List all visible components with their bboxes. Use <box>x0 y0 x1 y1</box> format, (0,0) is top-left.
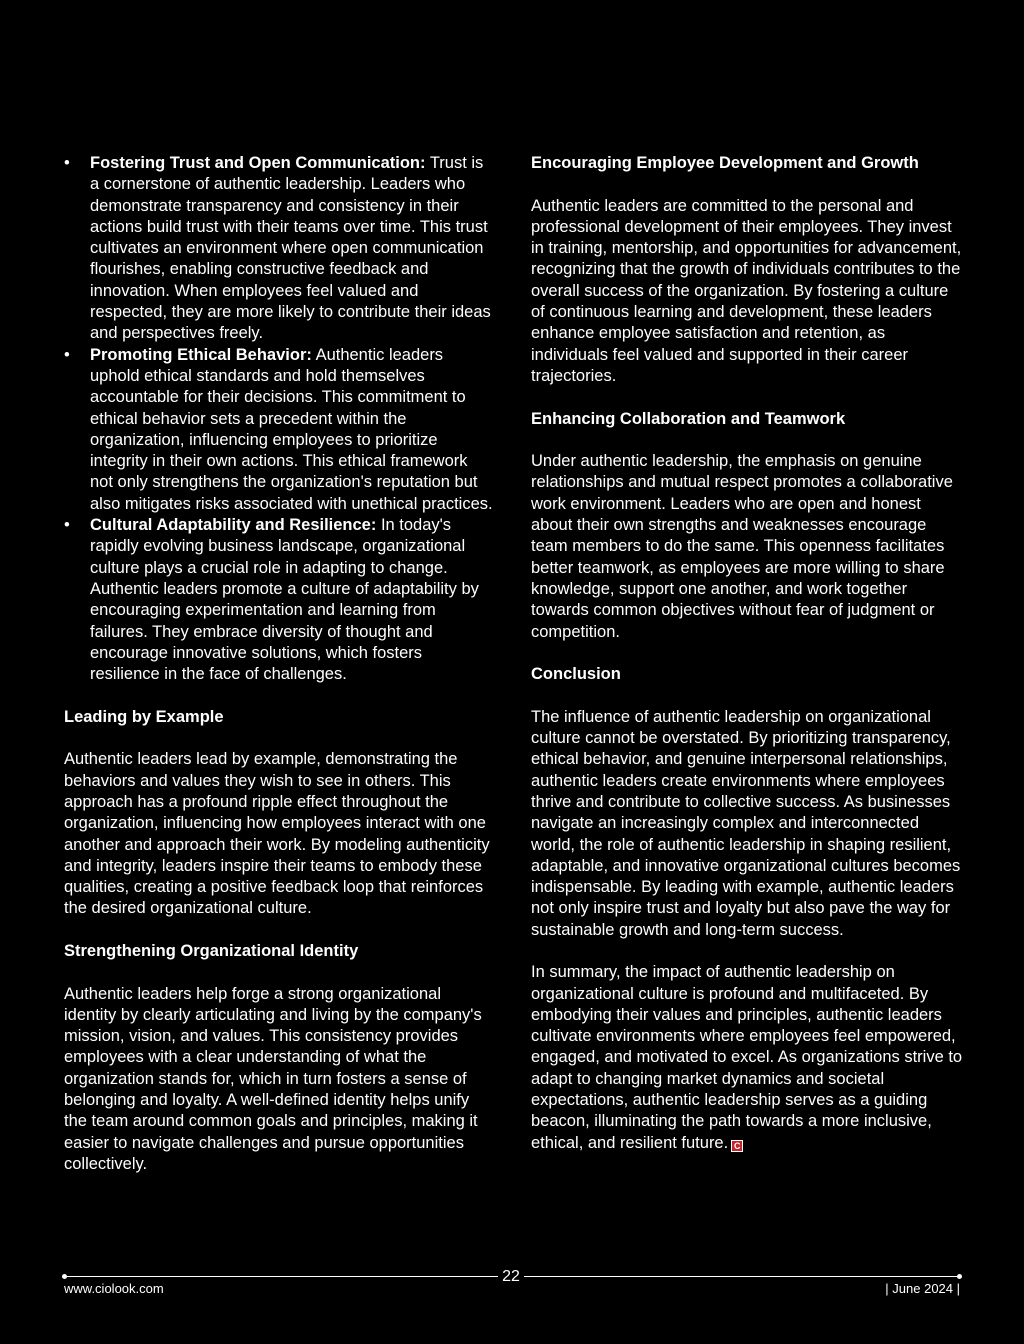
footer-divider-left <box>64 1276 498 1277</box>
page-number: 22 <box>502 1268 520 1285</box>
footer-divider-right <box>524 1276 960 1277</box>
right-column <box>531 153 963 1154</box>
bullet-icon: • <box>64 154 70 172</box>
bullet-text: Trust is a cornerstone of authentic leadership. Leaders who demonstrate transparency and consistency in their actions build trust with their teams over time. This trust cultivates an environment where open communication flourishes, enabling constructive feedback and innovation. When employees feel valued and respected, they are more likely to contribute their ideas and perspectives freely. <box>90 154 491 343</box>
section-body: Authentic leaders are committed to the personal and professional development of their employees. They invest in training, mentorship, and opportunities for advancement, recognizing that the growth of individuals contributes to the overall success of the organization. By fostering a culture of continuous learning and development, these leaders enhance employee satisfaction and retention, as individuals feel valued and supported in their career trajectories. <box>531 196 962 385</box>
bullet-icon: • <box>64 516 70 535</box>
list-item <box>64 345 494 515</box>
list-item <box>64 153 494 345</box>
section-heading: Conclusion <box>531 665 621 684</box>
bullet-lead: Promoting Ethical Behavior: <box>90 345 312 364</box>
section-body: Authentic leaders help forge a strong organizational identity by clearly articulating and living by the company's mission, vision, and values. This consistency provides employees with a clear understanding of what the organization stands for, which in turn fosters a sense of belonging and loyalty. A well-defined identity helps unify the team around common goals and principles, making it easier to navigate challenges and pursue opportunities collectively. <box>64 984 482 1173</box>
bullet-text: In today's rapidly evolving business landscape, organizational culture plays a crucial role in adapting to change. Authentic leaders promote a culture of adaptability by encouraging experimentation and learning from failures. They embrace diversity of thought and encourage innovative solutions, which fosters resilience in the face of challenges. <box>90 516 479 684</box>
bullet-lead: Cultural Adaptability and Resilience: <box>90 516 377 535</box>
list-item <box>64 515 494 685</box>
end-mark-icon: C <box>731 1140 743 1152</box>
divider-endpoint-left-icon <box>62 1274 67 1279</box>
section-heading: Encouraging Employee Development and Growth <box>531 154 919 172</box>
left-column <box>64 153 494 1175</box>
section-heading: Leading by Example <box>64 707 224 726</box>
closing-paragraph <box>531 962 963 1154</box>
section-body: Under authentic leadership, the emphasis on genuine relationships and mutual respect promotes a collaborative work environment. Leaders who are open and honest about their own strengths and weaknesses encourage team members to do the same. This openness facilitates better teamwork, as employees are more willing to share knowledge, support one another, and work together towards common objectives without fear of judgment or competition. <box>531 452 953 641</box>
section-body: The influence of authentic leadership on organizational culture cannot be overstated. By prioritizing transparency, ethical behavior, and genuine interpersonal relationships, authentic leaders create environments where employees thrive and contribute to collective success. As businesses navigate an increasingly complex and interconnected world, the role of authentic leadership in shaping resilient, adaptable, and innovative organizational cultures becomes indispensable. By leading with example, authentic leaders not only inspire trust and loyalty but also pave the way for sustainable growth and long-term success. <box>531 707 961 939</box>
footer-date: | June 2024 | <box>885 1281 960 1296</box>
bullet-icon: • <box>64 345 70 364</box>
section-body: Authentic leaders lead by example, demonstrating the behaviors and values they wish to see in others. This approach has a profound ripple effect throughout the organization, influencing how employees interact with one another and approach their work. By modeling authenticity and integrity, leaders inspire their teams to embody these qualities, creating a positive feedback loop that reinforces the desired organizational culture. <box>64 750 490 918</box>
section-heading: Strengthening Organizational Identity <box>64 941 359 960</box>
bullet-lead: Fostering Trust and Open Communication: <box>90 154 426 172</box>
bullet-text: Authentic leaders uphold ethical standards and hold themselves accountable for their decisions. This commitment to ethical behavior sets a precedent within the organization, influencing employees to prioritize integrity in their own actions. This ethical framework not only strengthens the organization's reputation but also mitigates risks associated with unethical practices. <box>90 345 493 513</box>
footer-website[interactable]: www.ciolook.com <box>64 1281 164 1296</box>
section-heading: Enhancing Collaboration and Teamwork <box>531 409 846 428</box>
bullet-list <box>64 153 494 685</box>
divider-endpoint-right-icon <box>957 1274 962 1279</box>
closing-text: In summary, the impact of authentic leadership on organizational culture is profound and multifaceted. By embodying their values and principles, authentic leaders cultivate environments where employees feel empowered, engaged, and motivated to excel. As organizations strive to adapt to changing market dynamics and societal expectations, authentic leadership serves as a guiding beacon, illuminating the path towards a more inclusive, ethical, and resilient future. <box>531 963 963 1152</box>
